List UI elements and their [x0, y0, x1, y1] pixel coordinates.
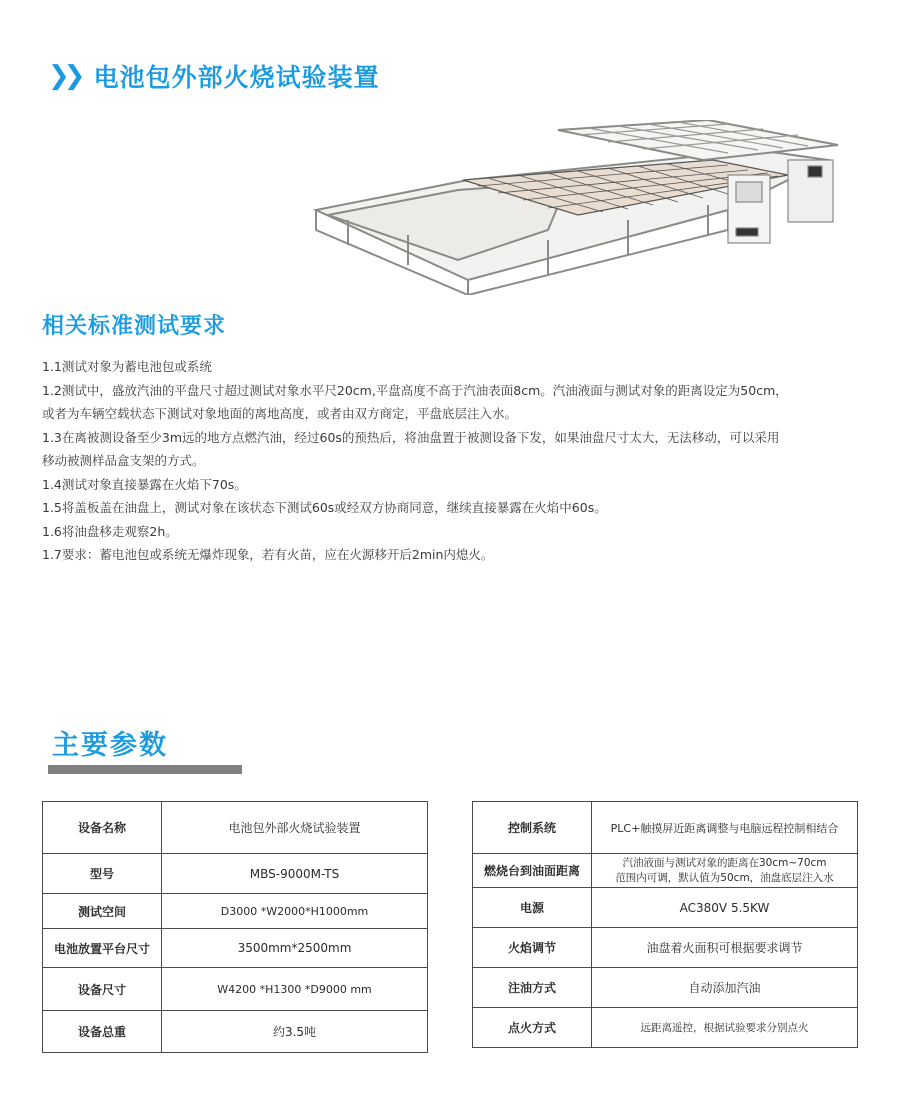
param-value: MBS-9000M-TS [162, 854, 428, 894]
table-row [473, 968, 858, 1008]
requirement-line: 1.5将盖板盖在油盘上，测试对象在该状态下测试60s或经双方协商同意，继续直接暴露在火焰中60s。 [42, 500, 607, 515]
param-value: 油盘着火面积可根据要求调节 [592, 928, 858, 968]
param-value-line: 范围内可调，默认值为50cm，油盘底层注入水 [615, 871, 834, 884]
page-title [48, 58, 380, 94]
param-value: 电池包外部火烧试验装置 [162, 802, 428, 854]
param-value: D3000 *W2000*H1000mm [162, 894, 428, 929]
requirement-line: 1.3在离被测设备至少3m远的地方点燃汽油，经过60s的预热后，将油盘置于被测设备下发，如果油盘尺寸太大，无法移动，可以采用 [42, 429, 780, 445]
param-value [592, 854, 858, 888]
requirements-list [42, 355, 872, 567]
table-row [473, 888, 858, 928]
table-row [473, 854, 858, 888]
params-table-left [42, 801, 428, 1053]
table-row [43, 894, 428, 929]
param-key: 型号 [43, 854, 162, 894]
table-row [473, 928, 858, 968]
table-row [473, 802, 858, 854]
param-key: 电池放置平台尺寸 [43, 929, 162, 968]
param-key: 注油方式 [473, 968, 592, 1008]
param-key: 火焰调节 [473, 928, 592, 968]
table-row [43, 802, 428, 854]
param-value: AC380V 5.5KW [592, 888, 858, 928]
param-value: 3500mm*2500mm [162, 929, 428, 968]
params-heading: 主要参数 [52, 730, 168, 761]
requirement-line: 移动被测样品盒支架的方式。 [42, 453, 205, 468]
param-value: 远距离遥控，根据试验要求分别点火 [592, 1008, 858, 1048]
param-key: 设备尺寸 [43, 968, 162, 1011]
requirement-line: 1.4测试对象直接暴露在火焰下70s。 [42, 476, 247, 492]
param-key: 电源 [473, 888, 592, 928]
requirement-line: 1.1测试对象为蓄电池包或系统 [42, 359, 212, 374]
table-row [473, 1008, 858, 1048]
page-title-text: 电池包外部火烧试验装置 [93, 63, 380, 92]
param-value-line: 汽油液面与测试对象的距离在30cm~70cm [622, 856, 827, 869]
table-row [43, 929, 428, 968]
params-heading-bar [48, 765, 242, 774]
param-value: PLC+触摸屏近距离调整与电脑远程控制相结合 [592, 802, 858, 854]
machine-illustration [308, 120, 860, 295]
params-table-right [472, 801, 858, 1048]
table-row [43, 1011, 428, 1053]
table-row [43, 854, 428, 894]
param-key: 设备名称 [43, 802, 162, 854]
requirement-line: 或者为车辆空载状态下测试对象地面的离地高度，或者由双方商定，平盘底层注入水。 [42, 406, 518, 421]
requirement-line: 1.2测试中，盛放汽油的平盘尺寸超过测试对象水平尺20cm,平盘高度不高于汽油表面8cm。汽油液面与测试对象的距离设定为50cm， [42, 382, 788, 398]
param-value: 约3.5吨 [162, 1011, 428, 1053]
param-key: 测试空间 [43, 894, 162, 929]
requirements-heading: 相关标准测试要求 [42, 314, 227, 339]
table-row [43, 968, 428, 1011]
param-key: 点火方式 [473, 1008, 592, 1048]
param-value: W4200 *H1300 *D9000 mm [162, 968, 428, 1011]
param-key: 燃烧台到油面距离 [473, 854, 592, 888]
param-key: 控制系统 [473, 802, 592, 854]
double-chevron-right-icon: ❯❯ [48, 61, 80, 91]
requirement-line: 1.6将油盘移走观察2h。 [42, 523, 178, 539]
param-key: 设备总重 [43, 1011, 162, 1053]
requirement-line: 1.7要求：蓄电池包或系统无爆炸现象，若有火苗，应在火源移开后2min内熄火。 [42, 547, 494, 562]
param-value: 自动添加汽油 [592, 968, 858, 1008]
